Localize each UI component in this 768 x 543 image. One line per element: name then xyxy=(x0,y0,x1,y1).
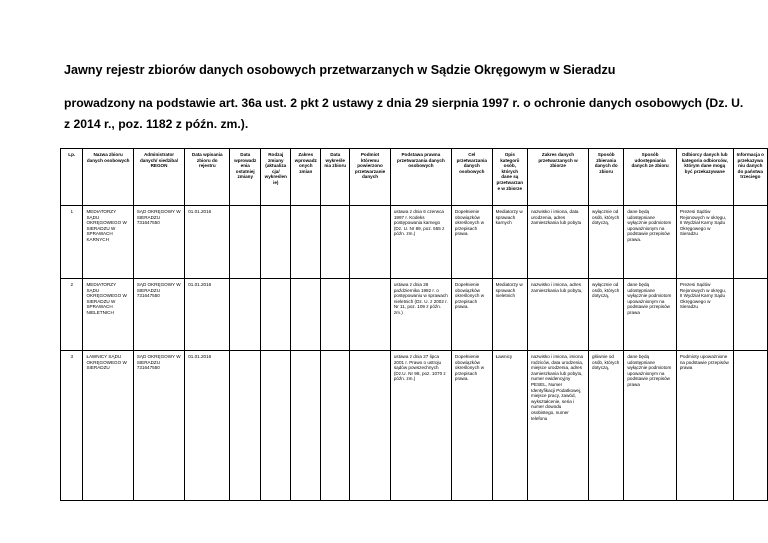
cell-zakres: nazwisko i imiona, data urodzenia, adres zamieszkania lub pobytu xyxy=(527,206,588,279)
cell-data-wpisania: 01.01.2016 xyxy=(185,279,230,351)
cell-kategorie: Ławnicy xyxy=(492,351,527,501)
cell-lp: 2 xyxy=(61,279,83,351)
cell-cel: Dopełnienie obowiązków określonych w przepisach prawa. xyxy=(451,279,492,351)
cell-cel: Dopełnienie obowiązków określonych w przepisach prawa. xyxy=(451,206,492,279)
cell-panstwo-trzecie xyxy=(733,351,767,501)
cell-sposob-zbierania: głównie od osób, których dotyczą, xyxy=(589,351,624,501)
cell-nazwa: MEDIATORZY SĄDU OKRĘGOWEGO W SIERADZU W SPRAWACH KARNYCH xyxy=(83,206,133,279)
cell-podmiot xyxy=(350,206,391,279)
header-zakres-zmian: Zakres wprowadzonych zmian xyxy=(291,149,321,206)
cell-zakres: nazwisko i imiona, adres zamieszkania lub pobytu, xyxy=(527,279,588,351)
register-table xyxy=(60,148,768,501)
cell-kategorie: Mediatorzy w sprawach nieletnich xyxy=(492,279,527,351)
header-sposob-zbierania: Sposób zbierania danych do zbioru xyxy=(589,149,624,206)
table-header-row xyxy=(61,149,768,206)
cell-administrator: SĄD OKRĘGOWY W SIERADZU 731647550 xyxy=(133,279,184,351)
cell-data-wpisania: 01.01.2016 xyxy=(185,206,230,279)
header-data-wpisania: Data wpisania zbioru do rejestru xyxy=(185,149,230,206)
cell-data-wykreslenia xyxy=(321,206,350,279)
cell-panstwo-trzecie xyxy=(733,279,767,351)
cell-nazwa: ŁAWNICY SĄDU OKRĘGOWEGO W SIERADZU xyxy=(83,351,133,501)
header-cel: Cel przetwarzania danych osobowych xyxy=(451,149,492,206)
cell-rodzaj-zmiany xyxy=(261,351,291,501)
cell-odbiorcy: Podmioty upoważnione na podstawie przepisów prawa xyxy=(676,351,733,501)
cell-podmiot xyxy=(350,351,391,501)
cell-podstawa: ustawa z dnia 6 czerwca 1997 r. Kodeks postępowania karnego (Dz. U. Nr 89, poz. 555 z późn. zm.) xyxy=(390,206,451,279)
cell-sposob-zbierania: wyłącznie od osób, których dotyczą, xyxy=(589,206,624,279)
cell-data-zmiany xyxy=(230,206,261,279)
document-subtitle: prowadzony na podstawie art. 36a ust. 2 pkt 2 ustawy z dnia 29 sierpnia 1997 r. o ochronie danych osobowych (Dz. U. z 2014 r., poz. 1182 z późn. zm.). xyxy=(64,96,744,131)
header-kategorie: Opis kategorii osób, których dane są przetwarzane w zbiorze xyxy=(492,149,527,206)
cell-odbiorcy: Prezesi Sądów Rejonowych w okręgu, II Wydział Karny Sądu Okręgowego w Sieradzu xyxy=(676,279,733,351)
cell-sposob-zbierania: wyłącznie od osób, których dotyczą, xyxy=(589,279,624,351)
cell-sposob-udostepniania: dane będą udostępniane wyłącznie podmiotom upoważnionym na podstawie przepisów prawa xyxy=(624,351,676,501)
cell-podstawa: ustawa z dnia 27 lipca 2001 r. Prawo o ustroju sądów powszechnych (Dz.U. Nr 98, poz. 1070 z późn. zm.) xyxy=(390,351,451,501)
cell-podstawa: ustawa z dnia 26 października 1982 r. o postępowaniu w sprawach nieletnich (Dz. U. z 2002 r. Nr 11, poz. 109 z późn. zm.) xyxy=(390,279,451,351)
cell-zakres-zmian xyxy=(291,206,321,279)
cell-nazwa: MEDIATORZY SĄDU OKRĘGOWEGO W SIERADZU W SPRAWACH NIELETNICH xyxy=(83,279,133,351)
cell-odbiorcy: Prezesi Sądów Rejonowych w okręgu, II Wydział Karny Sądu Okręgowego w Sieradzu xyxy=(676,206,733,279)
document-title: Jawny rejestr zbiorów danych osobowych przetwarzanych w Sądzie Okręgowym w Sieradzu xyxy=(64,63,616,77)
cell-sposob-udostepniania: dane będą udostępniane wyłącznie podmiotom upoważnionym na podstawie przepisów prawa xyxy=(624,279,676,351)
cell-cel: Dopełnienie obowiązków określonych w przepisach prawa. xyxy=(451,351,492,501)
header-lp: Lp. xyxy=(61,149,83,206)
cell-administrator: SĄD OKRĘGOWY W SIERADZU 731647550 xyxy=(133,351,184,501)
cell-data-wykreslenia xyxy=(321,351,350,501)
header-podstawa: Podstawa prawna przetwarzania danych osobowych xyxy=(390,149,451,206)
cell-zakres-zmian xyxy=(291,351,321,501)
table-row xyxy=(61,279,768,351)
cell-rodzaj-zmiany xyxy=(261,206,291,279)
table-row xyxy=(61,206,768,279)
cell-administrator: SĄD OKRĘGOWY W SIERADZU 731647550 xyxy=(133,206,184,279)
cell-zakres-zmian xyxy=(291,279,321,351)
table-row xyxy=(61,351,768,501)
header-panstwo-trzecie: Informacja o przekazywaniu danych do państwa trzeciego xyxy=(733,149,767,206)
cell-panstwo-trzecie xyxy=(733,206,767,279)
header-podmiot: Podmiot któremu powierzono przetwarzanie danych xyxy=(350,149,391,206)
header-administrator: Administrator danych/ siedziba/ REGON xyxy=(133,149,184,206)
cell-zakres: nazwisko i imiona, imiona rodziców, data urodzenia, miejsce urodzenia, adres zamieszkania lub pobytu, numer ewidencyjny PESEL, Numer Identyfikacji Podatkowej, miejsce pracy, zawód, wykształcenie, seria i numer dowodu osobistego, numer telefonu xyxy=(527,351,588,501)
header-zakres: Zakres danych przetwarzanych w zbiorze xyxy=(527,149,588,206)
cell-sposob-udostepniania: dane będą udostępniane wyłącznie podmiotom upoważnionym na podstawie przepisów prawa. xyxy=(624,206,676,279)
header-nazwa: Nazwa zbioru danych osobowych xyxy=(83,149,133,206)
header-data-zmiany: Data wprowadzenia ostatniej zmiany xyxy=(230,149,261,206)
cell-rodzaj-zmiany xyxy=(261,279,291,351)
header-rodzaj-zmiany: Rodzaj zmiany (aktualizacja/ wykreślenie) xyxy=(261,149,291,206)
cell-lp: 1 xyxy=(61,206,83,279)
cell-podmiot xyxy=(350,279,391,351)
cell-lp: 3 xyxy=(61,351,83,501)
header-data-wykreslenia: Data wykreślenia zbioru xyxy=(321,149,350,206)
cell-kategorie: Mediatorzy w sprawach karnych xyxy=(492,206,527,279)
cell-data-zmiany xyxy=(230,279,261,351)
header-odbiorcy: Odbiorcy danych lub kategoria odbiorców, którym dane mogą być przekazywane xyxy=(676,149,733,206)
cell-data-wykreslenia xyxy=(321,279,350,351)
cell-data-wpisania: 01.01.2016 xyxy=(185,351,230,501)
header-sposob-udostepniania: Sposób udostępniania danych ze zbioru xyxy=(624,149,676,206)
cell-data-zmiany xyxy=(230,351,261,501)
